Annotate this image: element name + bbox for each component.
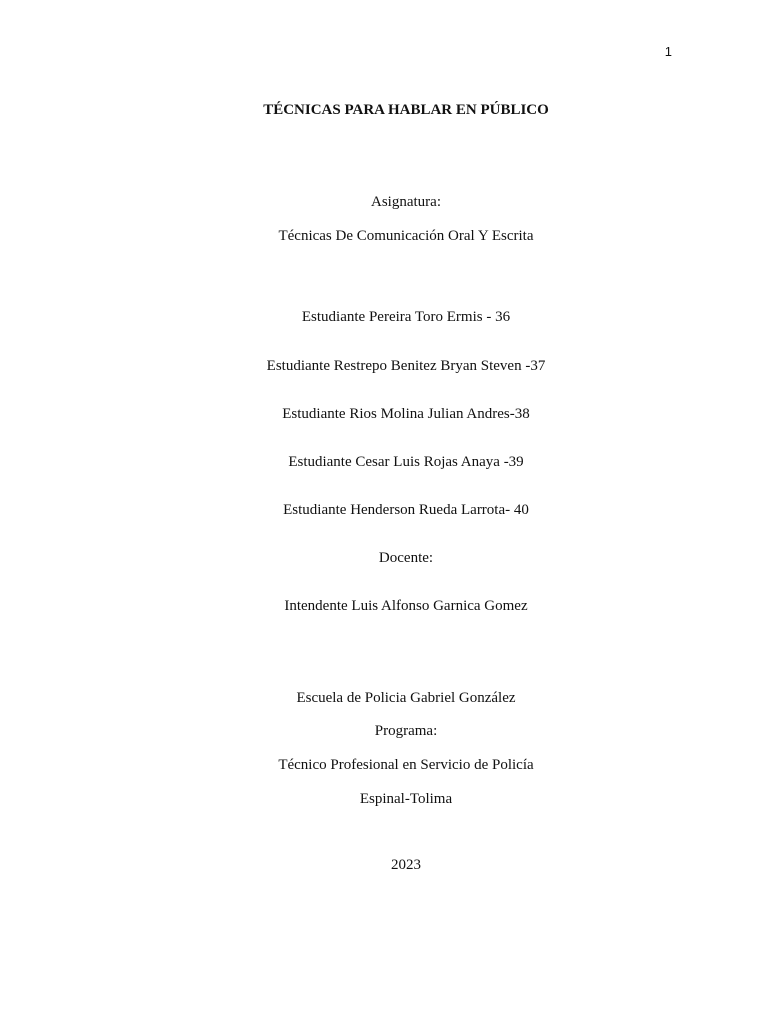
document-title: TÉCNICAS PARA HABLAR EN PÚBLICO: [263, 102, 549, 118]
subject-label: Asignatura:: [371, 194, 441, 210]
student-5: Estudiante Henderson Rueda Larrota- 40: [283, 502, 529, 518]
school-name: Escuela de Policia Gabriel González: [296, 690, 516, 706]
student-3: Estudiante Rios Molina Julian Andres-38: [282, 406, 530, 422]
subject-name: Técnicas De Comunicación Oral Y Escrita: [278, 228, 534, 244]
teacher-label: Docente:: [378, 550, 434, 566]
location: Espinal-Tolima: [359, 791, 453, 807]
program-name: Técnico Profesional en Servicio de Policía: [278, 757, 534, 773]
program-label: Programa:: [374, 723, 438, 739]
year: 2023: [391, 857, 421, 873]
student-2: Estudiante Restrepo Benitez Bryan Steven -37: [266, 358, 546, 374]
student-4: Estudiante Cesar Luis Rojas Anaya -39: [288, 454, 524, 470]
teacher-name: Intendente Luis Alfonso Garnica Gomez: [284, 598, 528, 614]
page-number: 1: [664, 44, 672, 59]
student-1: Estudiante Pereira Toro Ermis - 36: [301, 309, 511, 325]
